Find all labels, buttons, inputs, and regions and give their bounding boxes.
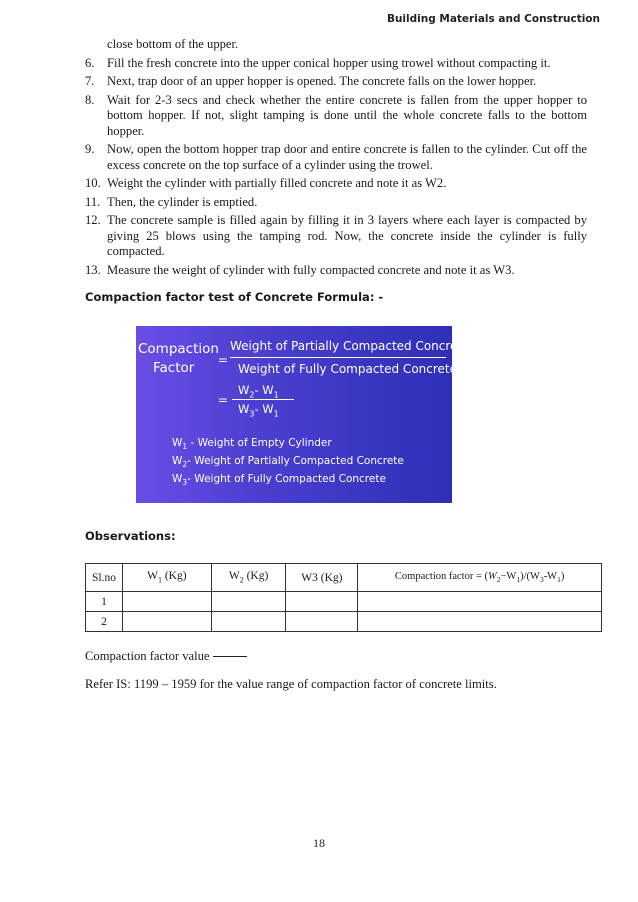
step-number: 12. <box>85 213 101 227</box>
legend-w3: $W_3-$ Weight of Fully Compacted Concrete <box>172 473 386 488</box>
table-row <box>86 592 602 612</box>
cell-slno: 1 <box>86 592 123 612</box>
cell-w1 <box>122 612 211 632</box>
formula-section-title: Compaction factor test of Concrete Formula: - <box>85 290 384 304</box>
legend-w2: $W_2-$ Weight of Partially Compacted Concrete <box>172 455 404 470</box>
cell-w3 <box>286 612 358 632</box>
procedure-step <box>85 56 587 72</box>
formula-denominator-2: $W_3-$ $W_1$ <box>238 402 279 419</box>
cell-w1 <box>122 592 211 612</box>
running-header: Building Materials and Construction <box>386 13 600 25</box>
observations-table <box>85 563 602 632</box>
result-line: Compaction factor value <box>85 649 247 664</box>
table-row <box>86 612 602 632</box>
step-number: 7. <box>85 74 95 88</box>
legend-w1: $W_1$ - Weight of Empty Cylinder <box>172 437 332 452</box>
formula-denominator: Weight of Fully Compacted Concrete <box>238 362 457 376</box>
column-header-w1: $W_1$ (Kg) <box>122 564 211 592</box>
step-text: Then, the cylinder is emptied. <box>107 194 258 209</box>
procedure-step <box>85 93 587 140</box>
table-header-row <box>86 564 602 592</box>
formula-graphic <box>136 326 470 503</box>
formula-label-line1: Compaction <box>138 341 219 357</box>
cell-w3 <box>286 592 358 612</box>
step-text: Next, trap door of an upper hopper is opened. The concrete falls on the lower hopper. <box>107 74 537 88</box>
observations-title: Observations: <box>85 529 176 543</box>
page-number: 18 <box>313 836 325 850</box>
column-header-compaction-factor: Compaction factor = $(W_2-W_1)/(W_3-W_1)$ <box>358 564 602 592</box>
step-continuation: close bottom of the upper. <box>107 37 239 51</box>
step-number: 11. <box>85 194 101 209</box>
cell-slno: 2 <box>86 612 123 632</box>
formula-label-line2: Factor <box>153 360 195 376</box>
procedure-step <box>85 176 587 192</box>
step-text: Now, open the bottom hopper trap door and entire concrete is fallen to the cylinder. Cut off the excess concrete on the top surface of a cylinder using the trowel. <box>107 142 587 172</box>
cell-compaction-factor <box>358 612 602 632</box>
step-number: 10. <box>85 176 101 190</box>
column-header-w2: $W_2$ (Kg) <box>211 564 286 592</box>
cell-compaction-factor <box>358 592 602 612</box>
formula-numerator-2: $W_2-$ $W_1$ <box>238 383 279 400</box>
step-number: 6. <box>85 55 95 70</box>
equals-sign: = <box>218 353 229 367</box>
fraction-bar <box>230 357 446 358</box>
cell-w2 <box>211 592 286 612</box>
step-number: 9. <box>85 142 95 156</box>
fraction-bar-2 <box>232 399 294 400</box>
procedure-step <box>85 74 587 90</box>
procedure-steps <box>85 37 587 281</box>
procedure-step <box>85 213 587 260</box>
step-text: Weight the cylinder with partially filled concrete and note it as W2. <box>107 176 447 190</box>
step-number: 13. <box>85 262 101 277</box>
step-text: Wait for 2-3 secs and check whether the entire concrete is fallen from the upper hopper to bottom hopper. If not, slight tamping is done until the whole concrete falls to the bottom hopper. <box>107 92 587 138</box>
equals-sign-2: = <box>218 393 229 407</box>
reference-line: Refer IS: 1199 – 1959 for the value range of compaction factor of concrete limits. <box>85 677 497 691</box>
step-text: Measure the weight of cylinder with fully compacted concrete and note it as W3. <box>107 262 515 277</box>
formula-numerator: Weight of Partially Compacted Concrete <box>230 339 470 353</box>
step-text: The concrete sample is filled again by filling it in 3 layers where each layer is compacted by giving 25 blows using the tamping rod. Now, the concrete inside the cylinder is fully compacted. <box>107 213 587 258</box>
cell-w2 <box>211 612 286 632</box>
step-number: 8. <box>85 92 95 107</box>
column-header-w3: W3 (Kg) <box>286 564 358 592</box>
procedure-step <box>85 263 587 279</box>
procedure-step <box>85 195 587 211</box>
column-header-slno: Sl.no <box>86 564 123 592</box>
procedure-step <box>85 142 587 173</box>
blank-fill-line <box>213 656 247 657</box>
step-text: Fill the fresh concrete into the upper conical hopper using trowel without compacting it. <box>107 55 551 70</box>
